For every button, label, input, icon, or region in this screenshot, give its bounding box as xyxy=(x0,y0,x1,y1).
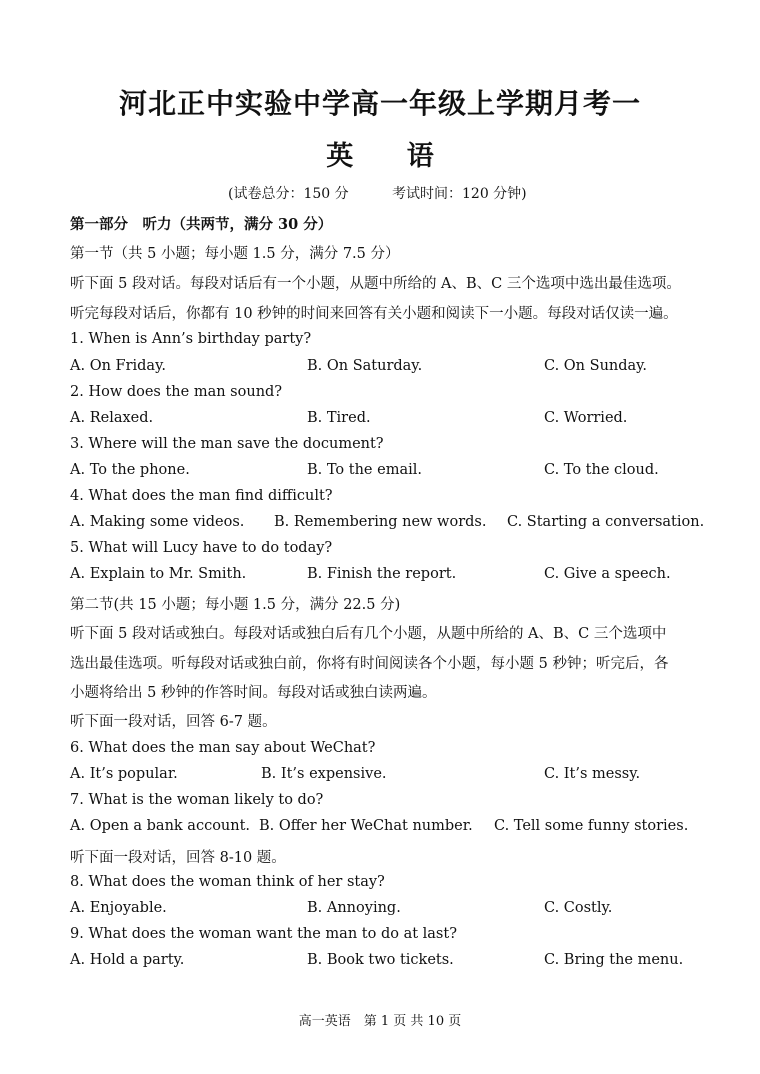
q6-option-c: C. It’s messy. xyxy=(544,766,641,782)
section2-instruction-1: 听下面 5 段对话或独白。每段对话或独白后有几个小题，从题中所给的 A、B、C 三个选项中 xyxy=(70,626,667,642)
question-7: 7. What is the woman likely to do? xyxy=(70,792,324,808)
q7-option-c: C. Tell some funny stories. xyxy=(494,818,689,834)
q6-option-a: A. It’s popular. xyxy=(70,766,178,782)
q1-option-b: B. On Saturday. xyxy=(307,358,423,374)
total-score: (试卷总分：150 分 xyxy=(228,186,349,202)
exam-time: 考试时间：120 分钟) xyxy=(392,186,527,202)
section2-instruction-3: 小题将给出 5 秒钟的作答时间。每段对话或独白读两遍。 xyxy=(70,685,437,701)
section1-instruction-1: 听下面 5 段对话。每段对话后有一个小题，从题中所给的 A、B、C 三个选项中选出最佳选项。 xyxy=(70,276,681,292)
exam-title: 河北正中实验中学高一年级上学期月考一 xyxy=(118,87,641,120)
q1-option-c: C. On Sunday. xyxy=(544,358,648,374)
question-5: 5. What will Lucy have to do today? xyxy=(70,540,333,556)
q3-option-a: A. To the phone. xyxy=(70,462,190,478)
prompt-6-7: 听下面一段对话，回答 6-7 题。 xyxy=(70,714,277,730)
q3-option-b: B. To the email. xyxy=(307,462,422,478)
question-3: 3. Where will the man save the document? xyxy=(70,436,384,452)
section1-heading: 第一节（共 5 小题；每小题 1.5 分，满分 7.5 分） xyxy=(70,246,400,262)
section2-instruction-2: 选出最佳选项。听每段对话或独白前，你将有时间阅读各个小题，每小题 5 秒钟；听完后，各 xyxy=(70,656,669,672)
q5-option-c: C. Give a speech. xyxy=(544,566,671,582)
q2-option-c: C. Worried. xyxy=(544,410,628,426)
q5-option-b: B. Finish the report. xyxy=(307,566,457,582)
q5-option-a: A. Explain to Mr. Smith. xyxy=(70,566,247,582)
question-9: 9. What does the woman want the man to do at last? xyxy=(70,926,457,942)
part1-heading: 第一部分 听力（共两节，满分 30 分） xyxy=(70,216,333,233)
q8-option-c: C. Costly. xyxy=(544,900,613,916)
question-1: 1. When is Ann’s birthday party? xyxy=(70,331,312,347)
page-footer: 高一英语 第 1 页 共 10 页 xyxy=(298,1014,462,1029)
question-2: 2. How does the man sound? xyxy=(70,384,283,400)
q8-option-b: B. Annoying. xyxy=(307,900,401,916)
q7-option-a: A. Open a bank account. xyxy=(70,818,251,834)
q6-option-b: B. It’s expensive. xyxy=(261,766,387,782)
q2-option-a: A. Relaxed. xyxy=(70,410,154,426)
question-4: 4. What does the man find difficult? xyxy=(70,488,333,504)
q7-option-b: B. Offer her WeChat number. xyxy=(259,818,473,834)
q1-option-a: A. On Friday. xyxy=(70,358,166,374)
prompt-8-10: 听下面一段对话，回答 8-10 题。 xyxy=(70,850,286,866)
q4-option-c: C. Starting a conversation. xyxy=(507,514,705,530)
q9-option-c: C. Bring the menu. xyxy=(544,952,684,968)
question-8: 8. What does the woman think of her stay? xyxy=(70,874,385,890)
q3-option-c: C. To the cloud. xyxy=(544,462,659,478)
section1-instruction-2: 听完每段对话后，你都有 10 秒钟的时间来回答有关小题和阅读下一小题。每段对话仅读一遍。 xyxy=(70,306,678,322)
q2-option-b: B. Tired. xyxy=(307,410,371,426)
q4-option-a: A. Making some videos. xyxy=(70,514,245,530)
question-6: 6. What does the man say about WeChat? xyxy=(70,740,376,756)
q9-option-a: A. Hold a party. xyxy=(70,952,185,968)
subject-title: 英 语 xyxy=(326,141,456,172)
section2-heading: 第二节(共 15 小题；每小题 1.5 分，满分 22.5 分) xyxy=(70,597,401,613)
q8-option-a: A. Enjoyable. xyxy=(70,900,167,916)
q9-option-b: B. Book two tickets. xyxy=(307,952,454,968)
q4-option-b: B. Remembering new words. xyxy=(274,514,487,530)
